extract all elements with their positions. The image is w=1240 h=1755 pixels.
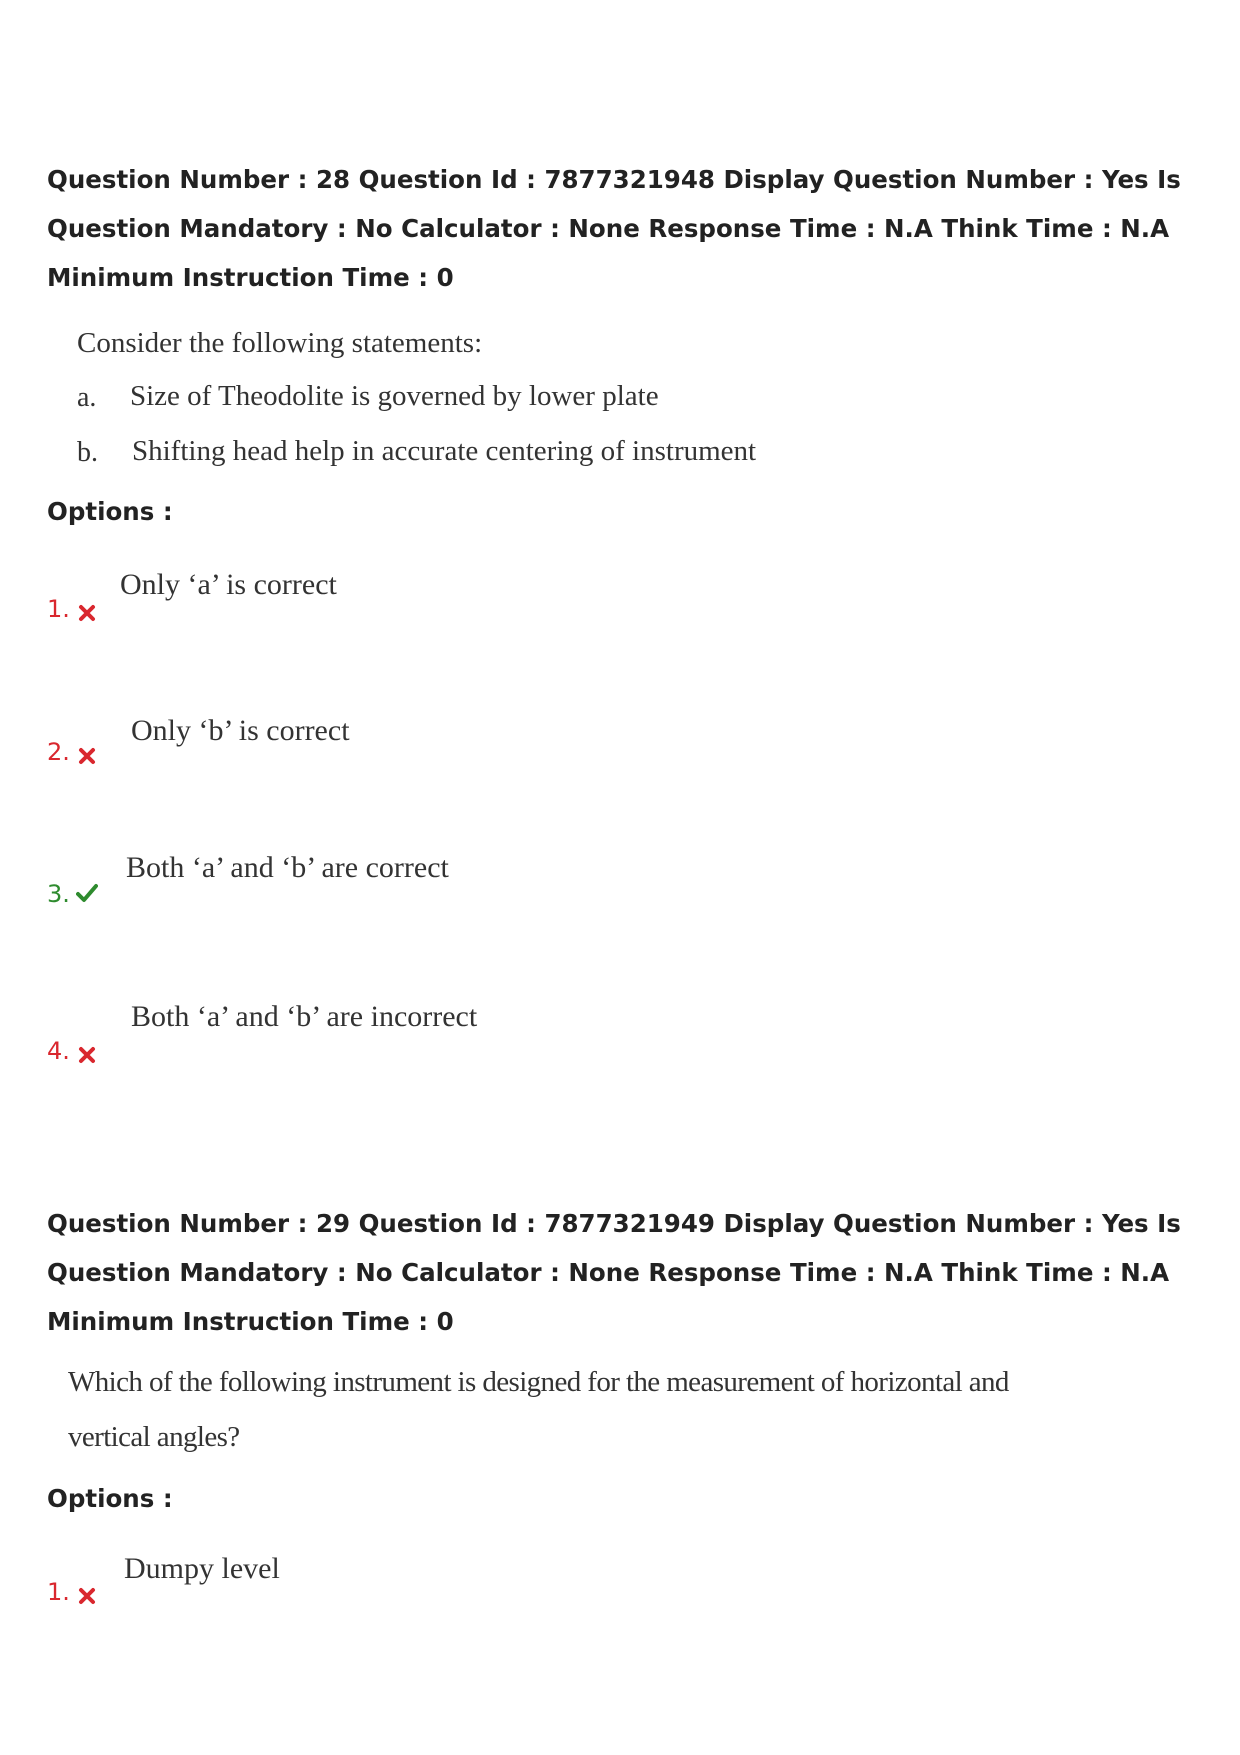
question-text-line: Which of the following instrument is designed for the measurement of horizontal and	[68, 1366, 1009, 1398]
option-text: Only ‘b’ is correct	[131, 714, 350, 747]
statement-text: Size of Theodolite is governed by lower plate	[130, 380, 659, 412]
question-header: Question Number : 28 Question Id : 7877321948 Display Question Number : Yes Is Question Mandatory : No Calculator : None Response Time : N.A Think Time : N.A Minimum Instruction Time : 0	[47, 165, 1181, 292]
option-text: Dumpy level	[124, 1552, 280, 1585]
question-header: Question Number : 29 Question Id : 7877321949 Display Question Number : Yes Is Question Mandatory : No Calculator : None Response Time : N.A Think Time : N.A Minimum Instruction Time : 0	[47, 1209, 1181, 1336]
option-text: Both ‘a’ and ‘b’ are correct	[126, 851, 449, 884]
options-label: Options :	[47, 497, 173, 526]
cross-icon	[78, 747, 96, 765]
statement-marker: a.	[77, 382, 97, 413]
question-intro: Consider the following statements:	[77, 327, 483, 359]
option-number: 4.	[47, 1037, 70, 1065]
cross-icon	[78, 604, 96, 622]
cross-icon	[78, 1587, 96, 1605]
cross-icon	[78, 1046, 96, 1064]
option-number: 1.	[47, 595, 70, 623]
question-text-line: vertical angles?	[68, 1421, 240, 1453]
option-text: Both ‘a’ and ‘b’ are incorrect	[131, 1000, 478, 1033]
statement-text: Shifting head help in accurate centering of instrument	[132, 435, 757, 467]
checkmark-icon	[76, 883, 98, 903]
option-text: Only ‘a’ is correct	[120, 568, 337, 601]
statement-marker: b.	[77, 437, 98, 468]
options-label: Options :	[47, 1484, 173, 1513]
option-number: 3.	[47, 880, 70, 908]
option-number: 2.	[47, 738, 70, 766]
option-number: 1.	[47, 1578, 70, 1606]
